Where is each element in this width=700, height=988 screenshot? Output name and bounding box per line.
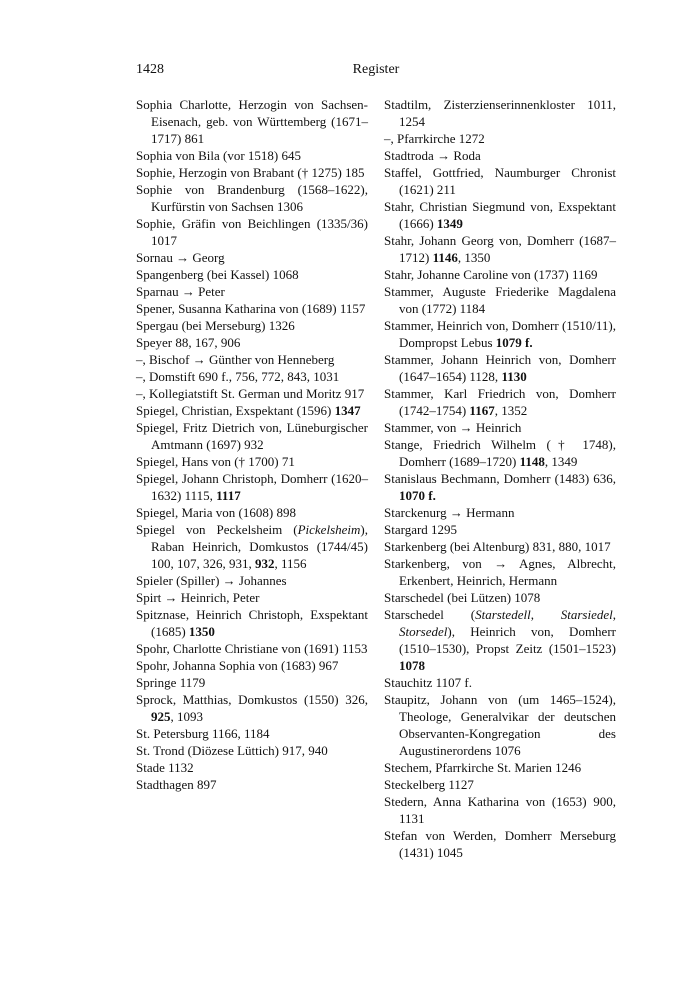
index-entry bbox=[384, 317, 616, 351]
index-entry bbox=[136, 521, 368, 572]
entry-segment: Stadthagen 897 bbox=[136, 777, 217, 792]
index-entry bbox=[384, 266, 616, 283]
index-entry bbox=[136, 589, 368, 606]
entry-segment: St. Petersburg 1166, 1184 bbox=[136, 726, 270, 741]
entry-segment: ), Heinrich von, Domherr (1510–1530), Propst Zeitz (1501–1523) bbox=[399, 624, 616, 656]
index-entry bbox=[384, 385, 616, 419]
entry-segment: Spirt → Heinrich, Peter bbox=[136, 590, 260, 605]
entry-segment: Staupitz, Johann von (um 1465–1524), Theologe, Generalvikar der deutschen Observanten-Kongregation des Augustinerordens 1076 bbox=[384, 692, 616, 758]
index-entry bbox=[136, 691, 368, 725]
index-entry bbox=[136, 96, 368, 147]
index-entry bbox=[384, 759, 616, 776]
entry-segment: Starkenberg, von → Agnes, Albrecht, Erkenbert, Heinrich, Hermann bbox=[384, 556, 616, 588]
index-entry bbox=[136, 368, 368, 385]
entry-segment: Sophie von Brandenburg (1568–1622), Kurfürstin von Sachsen 1306 bbox=[136, 182, 368, 214]
entry-segment: Staffel, Gottfried, Naumburger Chronist (1621) 211 bbox=[384, 165, 616, 197]
entry-segment: Stammer, von → Heinrich bbox=[384, 420, 522, 435]
entry-segment: Stauchitz 1107 f. bbox=[384, 675, 472, 690]
entry-segment: Stange, Friedrich Wilhelm († 1748), Domherr (1689–1720) bbox=[384, 437, 616, 469]
entry-segment: , 1093 bbox=[170, 709, 203, 724]
index-entry bbox=[136, 759, 368, 776]
entry-segment: 1167 bbox=[469, 403, 495, 418]
entry-segment: ), Raban Heinrich, Domkustos (1744/45) 100, 107, 326, 931, bbox=[151, 522, 368, 571]
index-entry bbox=[384, 793, 616, 827]
entry-segment: Stanislaus Bechmann, Domherr (1483) 636, bbox=[384, 471, 616, 486]
index-entry bbox=[136, 504, 368, 521]
entry-segment: Spohr, Johanna Sophia von (1683) 967 bbox=[136, 658, 339, 673]
index-entry bbox=[384, 232, 616, 266]
entry-segment: Sophia Charlotte, Herzogin von Sachsen-Eisenach, geb. von Württemberg (1671–1717) 861 bbox=[136, 97, 368, 146]
entry-segment: Stammer, Auguste Friederike Magdalena von (1772) 1184 bbox=[384, 284, 616, 316]
entry-segment: Spieler (Spiller) → Johannes bbox=[136, 573, 287, 588]
entry-segment: , 1352 bbox=[494, 403, 528, 418]
entry-segment: Starschedel (bei Lützen) 1078 bbox=[384, 590, 541, 605]
entry-segment: Spergau (bei Merseburg) 1326 bbox=[136, 318, 295, 333]
index-entry bbox=[136, 215, 368, 249]
entry-segment: –, Domstift 690 f., 756, 772, 843, 1031 bbox=[136, 369, 340, 384]
index-entry bbox=[136, 147, 368, 164]
entry-segment: –, Pfarrkirche 1272 bbox=[384, 131, 485, 146]
entry-segment: 1078 bbox=[399, 658, 425, 673]
index-entry bbox=[136, 742, 368, 759]
running-title: Register bbox=[352, 62, 400, 77]
index-entry bbox=[384, 419, 616, 436]
entry-segment: Stadtroda → Roda bbox=[384, 148, 481, 163]
entry-segment: Spiegel, Hans von († 1700) 71 bbox=[136, 454, 295, 469]
index-entry bbox=[384, 538, 616, 555]
entry-segment: Sornau → Georg bbox=[136, 250, 225, 265]
entry-segment: Spangenberg (bei Kassel) 1068 bbox=[136, 267, 299, 282]
index-entry bbox=[136, 181, 368, 215]
entry-segment: Stammer, Karl Friedrich von, Domherr (1742–1754) bbox=[384, 386, 616, 418]
entry-segment: Spiegel, Johann Christoph, Domherr (1620–1632) 1115, bbox=[136, 471, 368, 503]
entry-segment: Sophie, Gräfin von Beichlingen (1335/36) 1017 bbox=[136, 216, 368, 248]
index-entry bbox=[384, 147, 616, 164]
entry-segment: Spener, Susanna Katharina von (1689) 1157 bbox=[136, 301, 366, 316]
entry-segment: Spiegel, Fritz Dietrich von, Lüneburgischer Amtmann (1697) 932 bbox=[136, 420, 368, 452]
page-header bbox=[136, 62, 616, 82]
entry-segment: Stargard 1295 bbox=[384, 522, 458, 537]
index-column-left bbox=[136, 96, 368, 793]
entry-segment: 1146 bbox=[432, 250, 458, 265]
index-entry bbox=[136, 266, 368, 283]
entry-segment: Sophie, Herzogin von Brabant († 1275) 185 bbox=[136, 165, 365, 180]
entry-segment: Spiegel von Peckelsheim ( bbox=[136, 522, 298, 537]
entry-segment: Stadtilm, Zisterzienserinnenkloster 1011, 1254 bbox=[384, 97, 616, 129]
index-entry bbox=[384, 130, 616, 147]
index-entry bbox=[384, 164, 616, 198]
entry-segment: Storsedel bbox=[399, 624, 448, 639]
index-entry bbox=[136, 283, 368, 300]
index-entry bbox=[384, 691, 616, 759]
index-entry bbox=[136, 470, 368, 504]
index-entry bbox=[136, 164, 368, 181]
entry-segment: 1347 bbox=[334, 403, 361, 418]
index-entry bbox=[136, 402, 368, 419]
entry-segment: Stedern, Anna Katharina von (1653) 900, 1131 bbox=[384, 794, 616, 826]
entry-segment: Spiegel, Christian, Exspektant (1596) bbox=[136, 403, 335, 418]
entry-segment: –, Bischof → Günther von Henneberg bbox=[136, 352, 335, 367]
index-entry bbox=[384, 96, 616, 130]
index-entry bbox=[136, 453, 368, 470]
entry-segment: Pickelsheim bbox=[297, 522, 361, 537]
index-entry bbox=[384, 827, 616, 861]
entry-segment: Stammer, Johann Heinrich von, Domherr (1647–1654) 1128, bbox=[384, 352, 616, 384]
entry-segment: Sophia von Bila (vor 1518) 645 bbox=[136, 148, 302, 163]
entry-segment: 1117 bbox=[216, 488, 241, 503]
entry-segment: 1070 f. bbox=[399, 488, 436, 503]
index-entry bbox=[136, 351, 368, 368]
entry-segment: Sparnau → Peter bbox=[136, 284, 225, 299]
entry-segment: –, Kollegiatstift St. German und Moritz 917 bbox=[136, 386, 365, 401]
entry-segment: Springe 1179 bbox=[136, 675, 206, 690]
entry-segment: Spitznase, Heinrich Christoph, Exspektant (1685) bbox=[136, 607, 368, 639]
entry-segment: 1148 bbox=[519, 454, 545, 469]
index-entry bbox=[136, 606, 368, 640]
entry-segment: Stammer, Heinrich von, Domherr (1510/11), Dompropst Lebus bbox=[384, 318, 616, 350]
entry-segment: , 1156 bbox=[274, 556, 307, 571]
entry-segment: 1079 f. bbox=[495, 335, 533, 350]
entry-segment: Speyer 88, 167, 906 bbox=[136, 335, 241, 350]
index-entry bbox=[384, 674, 616, 691]
index-entry bbox=[136, 725, 368, 742]
entry-segment: Stefan von Werden, Domherr Merseburg (1431) 1045 bbox=[384, 828, 616, 860]
entry-segment: Stade 1132 bbox=[136, 760, 194, 775]
entry-segment: 925 bbox=[151, 709, 171, 724]
index-entry bbox=[384, 283, 616, 317]
entry-segment: St. Trond (Diözese Lüttich) 917, 940 bbox=[136, 743, 328, 758]
entry-segment: Starkenberg (bei Altenburg) 831, 880, 1017 bbox=[384, 539, 611, 554]
index-entry bbox=[136, 674, 368, 691]
index-entry bbox=[136, 249, 368, 266]
index-entry bbox=[136, 300, 368, 317]
page-number: 1428 bbox=[136, 62, 164, 77]
entry-segment: Stahr, Johann Georg von, Domherr (1687–1712) bbox=[384, 233, 616, 265]
index-entry bbox=[384, 555, 616, 589]
index-entry bbox=[384, 470, 616, 504]
index-entry bbox=[384, 198, 616, 232]
entry-segment: , 1350 bbox=[457, 250, 491, 265]
entry-segment: Stechem, Pfarrkirche St. Marien 1246 bbox=[384, 760, 582, 775]
entry-segment: Stahr, Johanne Caroline von (1737) 1169 bbox=[384, 267, 598, 282]
index-entry bbox=[384, 504, 616, 521]
index-entry bbox=[384, 521, 616, 538]
index-entry bbox=[384, 776, 616, 793]
index-entry bbox=[136, 776, 368, 793]
entry-segment: Spohr, Charlotte Christiane von (1691) 1153 bbox=[136, 641, 368, 656]
entry-segment: Starsiedel bbox=[560, 607, 613, 622]
index-entry bbox=[136, 334, 368, 351]
entry-segment: Stahr, Christian Siegmund von, Exspektant (1666) bbox=[384, 199, 616, 231]
index-entry bbox=[384, 436, 616, 470]
index-entry bbox=[136, 640, 368, 657]
entry-segment: 1130 bbox=[501, 369, 527, 384]
entry-segment: , bbox=[612, 607, 616, 622]
entry-segment: 1349 bbox=[436, 216, 463, 231]
entry-segment: Starstedell bbox=[475, 607, 531, 622]
index-column-right bbox=[384, 96, 616, 861]
entry-segment: 932 bbox=[255, 556, 275, 571]
index-entry bbox=[384, 606, 616, 674]
entry-segment: , bbox=[530, 607, 561, 622]
index-entry bbox=[384, 351, 616, 385]
entry-segment: Sprock, Matthias, Domkustos (1550) 326, bbox=[136, 692, 368, 707]
index-entry bbox=[136, 419, 368, 453]
entry-segment: Spiegel, Maria von (1608) 898 bbox=[136, 505, 296, 520]
index-entry bbox=[136, 657, 368, 674]
entry-segment: , 1349 bbox=[544, 454, 578, 469]
index-entry bbox=[136, 385, 368, 402]
entry-segment: 1350 bbox=[188, 624, 215, 639]
index-entry bbox=[384, 589, 616, 606]
entry-segment: Starschedel ( bbox=[384, 607, 476, 622]
index-entry bbox=[136, 317, 368, 334]
entry-segment: Steckelberg 1127 bbox=[384, 777, 474, 792]
entry-segment: Starckenurg → Hermann bbox=[384, 505, 515, 520]
index-entry bbox=[136, 572, 368, 589]
